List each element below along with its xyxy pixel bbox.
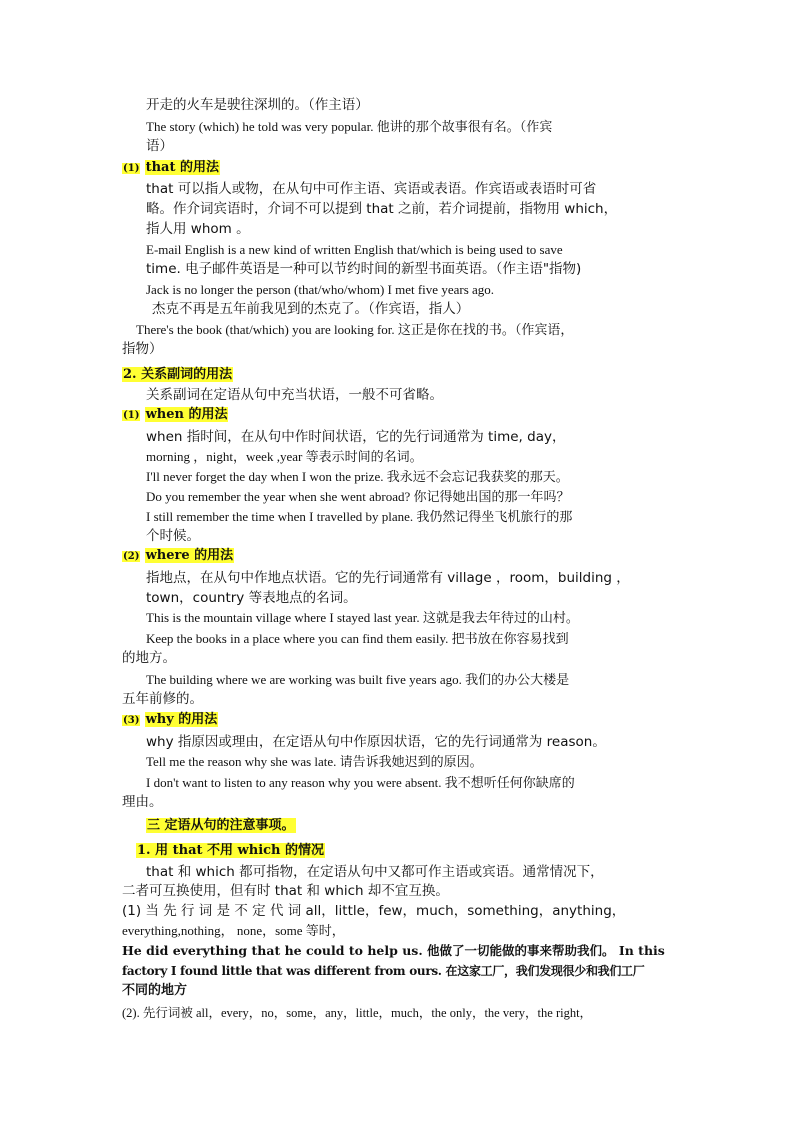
section-heading-that-not-which: [136, 841, 325, 861]
section-heading-why: [122, 710, 218, 731]
text-line: factory I found little that was different from ours. 在这家工厂，我们发现很少和我们工厂: [122, 964, 645, 978]
text-line: E-mail English is a new kind of written English that/which is being used to save: [146, 242, 563, 257]
section-title: where 的用法: [145, 548, 234, 563]
text-line: 关系副词在定语从句中充当状语，一般不可省略。: [146, 387, 443, 403]
section-number: (2): [123, 551, 140, 562]
text-line: I don't want to listen to any reason why you were absent. 我不想听任何你缺席的: [146, 775, 575, 790]
text-line: that 和 which 都可指物，在定语从句中又都可作主语或宾语。通常情况下，: [146, 864, 604, 880]
text-line: There's the book (that/which) you are looking for. 这正是你在找的书。（作宾语，: [136, 322, 574, 337]
text-line: (2). 先行词被 all，every，no，some，any，little，much，the only，the very，the right，: [122, 1006, 593, 1020]
section-title: that 的用法: [145, 160, 219, 175]
text-line: 语）: [146, 138, 173, 154]
section-number: (1): [123, 163, 140, 174]
text-line: 指物）: [122, 341, 163, 357]
text-line: that 可以指人或物，在从句中可作主语、宾语或表语。作宾语或表语时可省: [146, 181, 597, 197]
section-number: (1): [123, 410, 140, 421]
text-line: Do you remember the year when she went abroad? 你记得她出国的那一年吗？: [146, 489, 570, 504]
text-line: Tell me the reason why she was late. 请告诉我她迟到的原因。: [146, 754, 483, 769]
text-line: 不同的地方: [122, 983, 188, 998]
text-line: time. 电子邮件英语是一种可以节约时间的新型书面英语。（作主语"指物): [146, 261, 582, 277]
text-line: This is the mountain village where I stayed last year. 这就是我去年待过的山村。: [146, 610, 579, 625]
text-line: 二者可互换使用，但有时 that 和 which 却不宜互换。: [122, 883, 449, 899]
section-heading-when: [122, 405, 228, 426]
text-line: when 指时间，在从句中作时间状语，它的先行词通常为 time, day，: [146, 429, 566, 445]
text-line: 指地点，在从句中作地点状语。它的先行词通常有 village ，room，building ，: [146, 570, 630, 586]
section-heading-that: [122, 158, 220, 179]
text-line: 杰克不再是五年前我见到的杰克了。（作宾语，指人）: [152, 301, 470, 317]
text-line: morning ，night，week ,year 等表示时间的名词。: [146, 449, 423, 464]
text-line: He did everything that he could to help us. 他做了一切能做的事来帮助我们。 In this: [122, 943, 665, 958]
section-heading-where: [122, 546, 234, 567]
text-line: 的地方。: [122, 650, 176, 666]
section-number: (3): [123, 715, 140, 726]
text-line: 指人用 whom 。: [146, 221, 250, 237]
text-line: 开走的火车是驶往深圳的。（作主语）: [146, 97, 369, 113]
section-heading-relative-adverbs: [122, 365, 233, 385]
text-line: Keep the books in a place where you can find them easily. 把书放在你容易找到: [146, 631, 569, 646]
section-heading-notes: [146, 816, 296, 836]
text-line: The story (which) he told was very popular. 他讲的那个故事很有名。（作宾: [146, 119, 553, 134]
section-title: why 的用法: [145, 712, 218, 727]
text-line: 五年前修的。: [122, 691, 203, 707]
text-line: 略。作介词宾语时，介词不可以提到 that 之前，若介词提前，指物用 which，: [146, 201, 618, 217]
section-title: 2. 关系副词的用法: [123, 367, 233, 382]
text-line: 理由。: [122, 794, 163, 810]
text-line: The building where we are working was built five years ago. 我们的办公大楼是: [146, 672, 570, 687]
text-line: why 指原因或理由，在定语从句中作原因状语，它的先行词通常为 reason。: [146, 734, 606, 750]
text-line: Jack is no longer the person (that/who/whom) I met five years ago.: [146, 282, 495, 297]
text-line: (1) 当 先 行 词 是 不 定 代 词 all，little，few，much，something，anything，: [122, 903, 626, 919]
text-line: I still remember the time when I travelled by plane. 我仍然记得坐飞机旅行的那: [146, 509, 573, 524]
text-line: town，country 等表地点的名词。: [146, 590, 357, 606]
section-title: 1. 用 that 不用 which 的情况: [137, 843, 325, 858]
section-title: when 的用法: [145, 407, 228, 422]
text-line: 个时候。: [146, 528, 200, 544]
text-line: I'll never forget the day when I won the prize. 我永远不会忘记我获奖的那天。: [146, 469, 569, 484]
section-title: 三 定语从句的注意事项。: [147, 818, 295, 833]
text-line: everything,nothing， none，some 等时，: [122, 923, 345, 938]
